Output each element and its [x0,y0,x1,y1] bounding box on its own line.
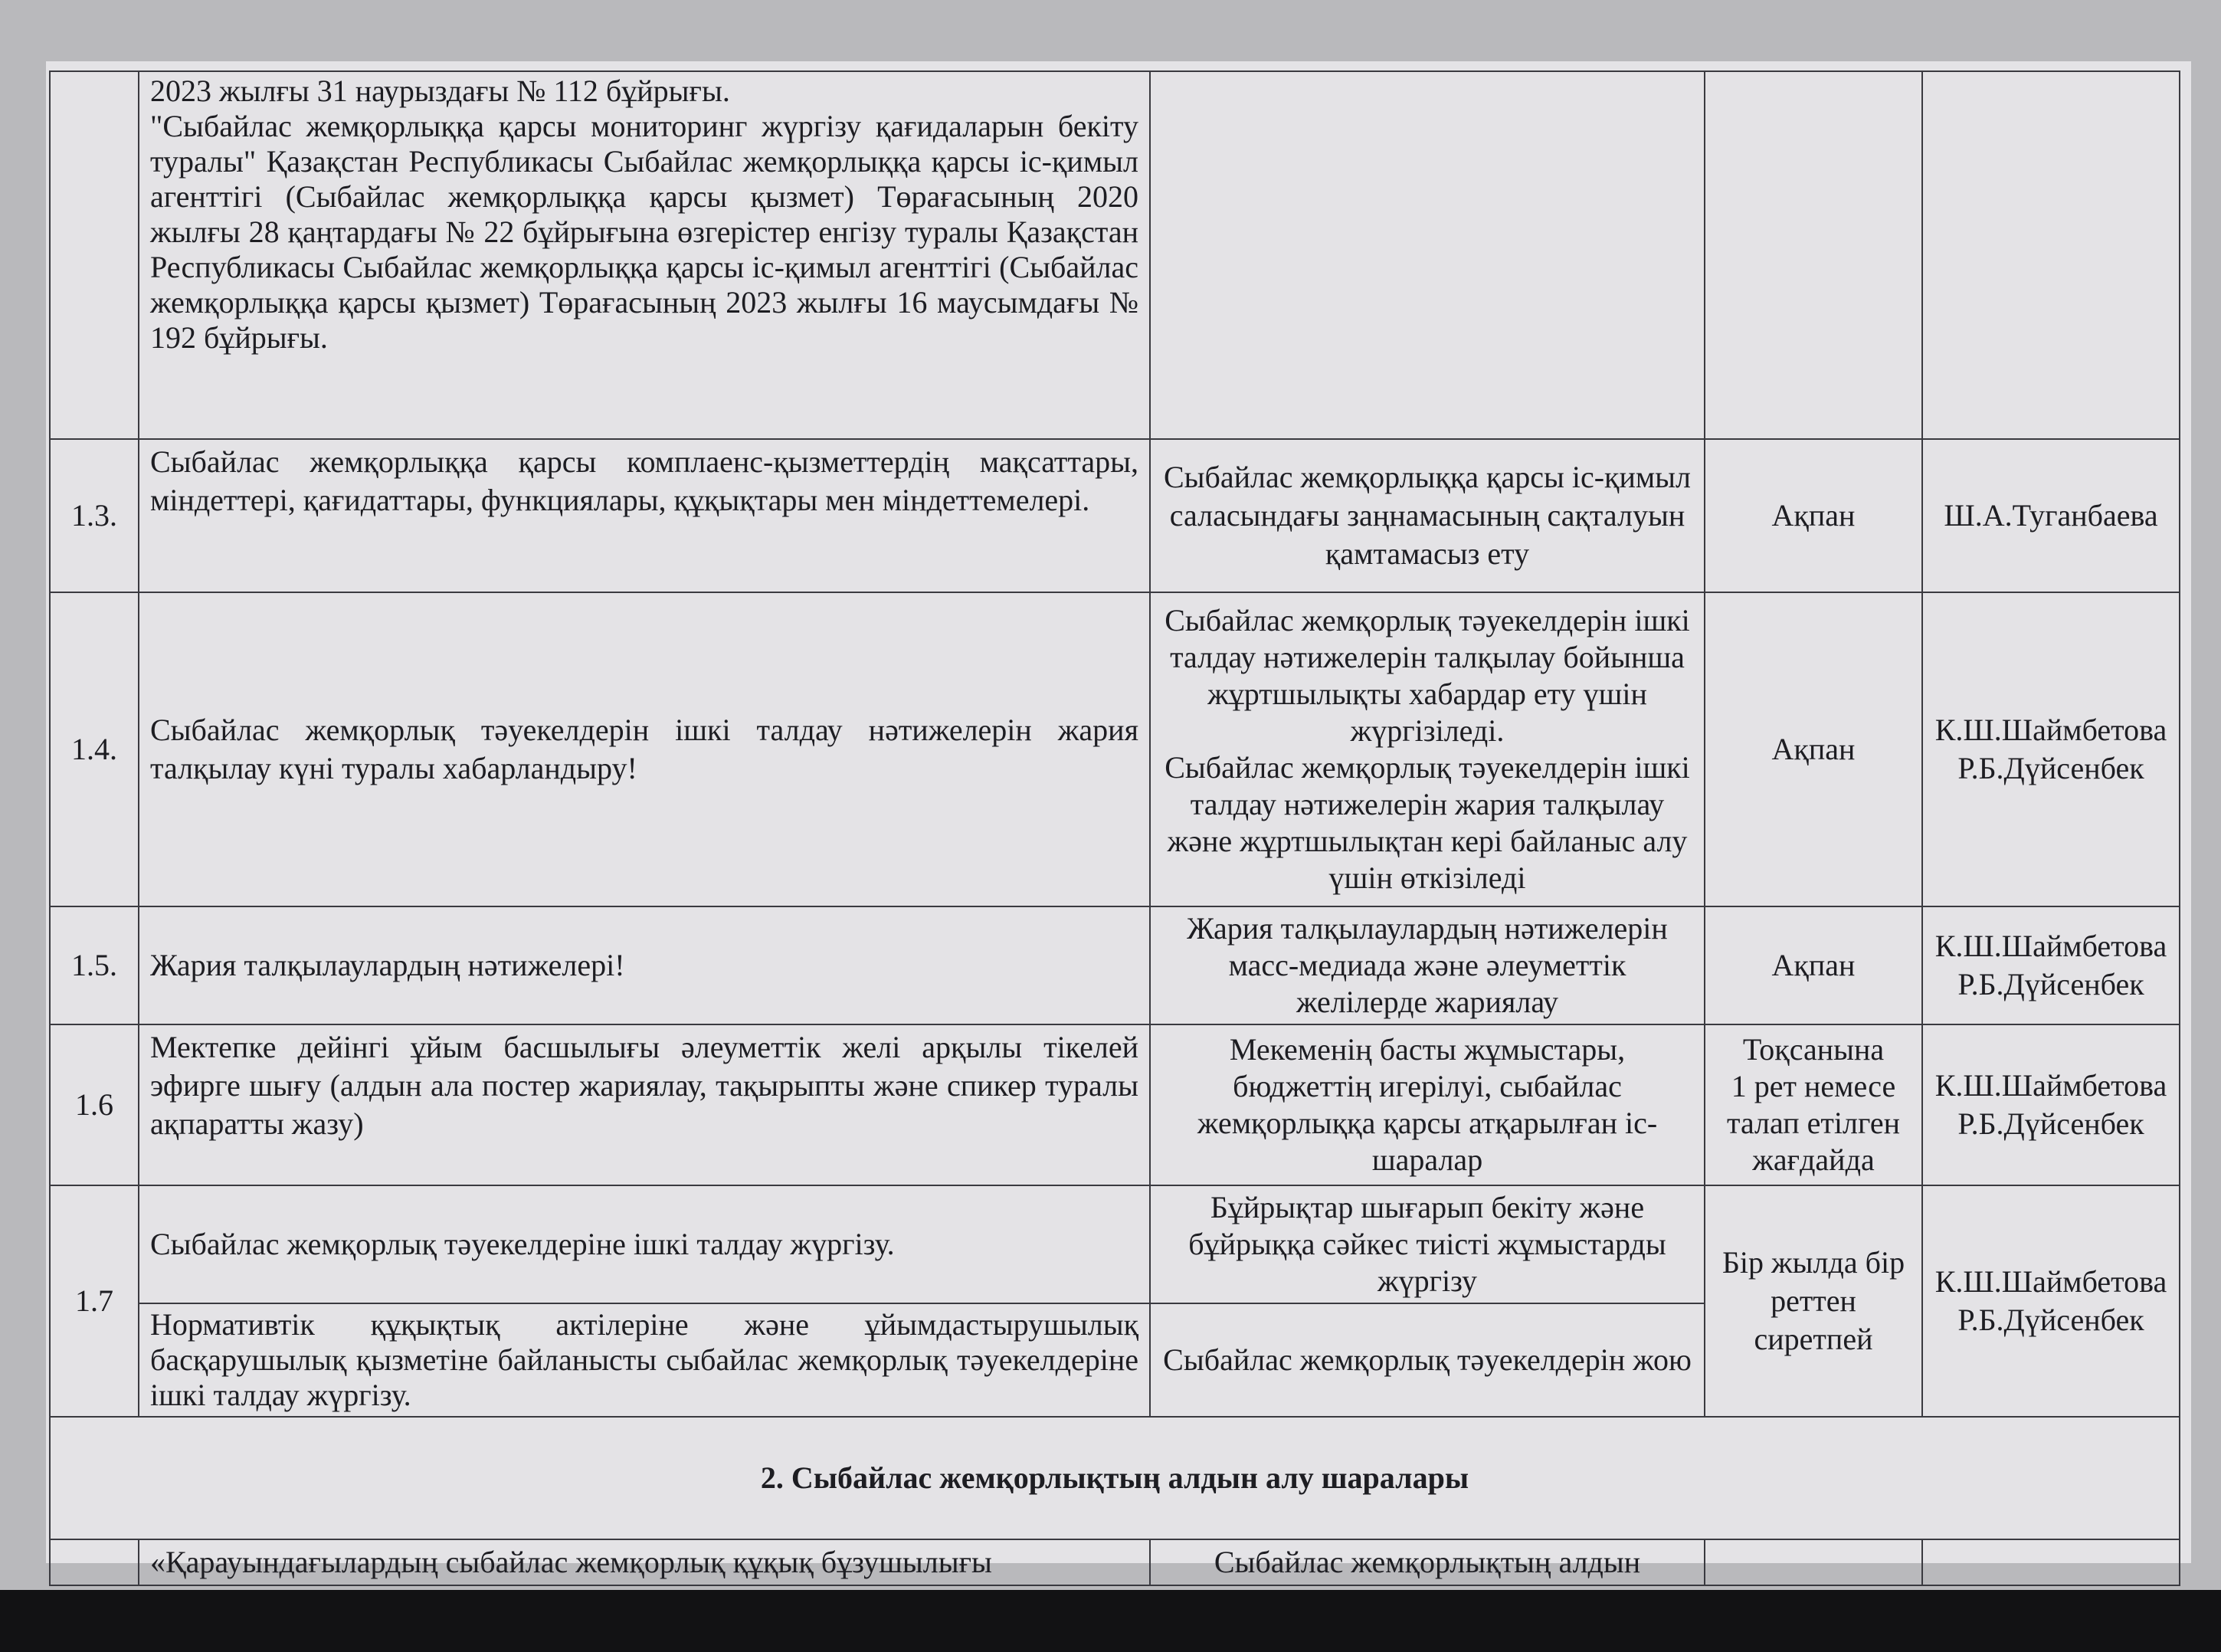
expected-result [1150,71,1705,439]
action-text: Жария талқылаулардың нәтижелері! [139,906,1150,1024]
expected-result: Жария талқылаулардың нәтижелерін масс-медиада және әлеуметтік желілерде жариялау [1150,906,1705,1024]
deadline: Бір жылда бір реттен сиретпей [1705,1185,1922,1417]
responsible-person: К.Ш.Шаймбетова Р.Б.Дүйсенбек [1922,1185,2180,1417]
section-row [50,1417,2180,1539]
row-number [50,1539,139,1585]
table-row [50,1024,2180,1185]
expected-result: Мекеменің басты жұмыстары, бюджеттің игерілуі, сыбайлас жемқорлыққа қарсы атқарылған іс-шаралар [1150,1024,1705,1185]
expected-result: Сыбайлас жемқорлыққа қарсы іс-қимыл саласындағы заңнамасының сақталуын қамтамасыз ету [1150,439,1705,592]
responsible-person [1922,71,2180,439]
action-text: Сыбайлас жемқорлық тәуекелдерін ішкі талдау нәтижелерін жария талқылау күні туралы хабарландыру! [139,592,1150,906]
row-number: 1.5. [50,906,139,1024]
table-row [50,592,2180,906]
background-shadow [0,1590,2221,1652]
responsible-person: К.Ш.Шаймбетова Р.Б.Дүйсенбек [1922,906,2180,1024]
expected-result: Сыбайлас жемқорлықтың алдын [1150,1539,1705,1585]
table-row [50,906,2180,1024]
action-text: «Қарауындағылардың сыбайлас жемқорлық құқық бұзушылығы [139,1539,1150,1585]
row-number: 1.7 [50,1185,139,1417]
action-text: Сыбайлас жемқорлыққа қарсы комплаенс-қызметтердің мақсаттары, міндеттері, қағидаттары, функциялары, құқықтары мен міндеттемелері. [139,439,1150,592]
responsible-person [1922,1539,2180,1585]
deadline: Ақпан [1705,439,1922,592]
expected-result: Сыбайлас жемқорлық тәуекелдерін жою [1150,1303,1705,1417]
deadline: Тоқсанына 1 рет немесе талап етілген жағдайда [1705,1024,1922,1185]
section-heading: 2. Сыбайлас жемқорлықтың алдын алу шаралары [50,1417,2180,1539]
table-row [50,439,2180,592]
responsible-person: К.Ш.Шаймбетова Р.Б.Дүйсенбек [1922,1024,2180,1185]
row-number [50,71,139,439]
table-row [50,1185,2180,1303]
action-text: 2023 жылғы 31 наурыздағы № 112 бұйрығы. "Сыбайлас жемқорлыққа қарсы мониторинг жүргізу қағидаларын бекіту туралы" Қазақстан Республикасы Сыбайлас жемқорлыққа қарсы іс-қимыл агенттігі (Сыбайлас жемқорлыққа қарсы қызмет) Төрағасының 2020 жылғы 28 қаңтардағы № 22 бұйрығына өзгерістер енгізу туралы Қазақстан Республикасы Сыбайлас жемқорлыққа қарсы іс-қимыл агенттігі (Сыбайлас жемқорлыққа қарсы қызмет) Төрағасының 2023 жылғы 16 маусымдағы № 192 бұйрығы. [139,71,1150,439]
row-number: 1.4. [50,592,139,906]
deadline [1705,1539,1922,1585]
action-text: Мектепке дейінгі ұйым басшылығы әлеуметтік желі арқылы тікелей эфирге шығу (алдын ала постер жариялау, тақырыпты және спикер туралы ақпаратты жазу) [139,1024,1150,1185]
document-page [46,61,2191,1579]
expected-result: Бұйрықтар шығарып бекіту және бұйрыққа сәйкес тиісті жұмыстарды жүргізу [1150,1185,1705,1303]
action-text: Нормативтік құқықтық актілеріне және ұйымдастырушылық басқарушылық қызметіне байланысты сыбайлас жемқорлық тәуекелдеріне ішкі талдау жүргізу. [139,1303,1150,1417]
deadline: Ақпан [1705,906,1922,1024]
row-number: 1.6 [50,1024,139,1185]
action-plan-table [49,70,2180,1586]
action-text: Сыбайлас жемқорлық тәуекелдеріне ішкі талдау жүргізу. [139,1185,1150,1303]
expected-result: Сыбайлас жемқорлық тәуекелдерін ішкі талдау нәтижелерін талқылау бойынша жұртшылықты хабардар ету үшін жүргізіледі. Сыбайлас жемқорлық тәуекелдерін ішкі талдау нәтижелерін жария талқылау және жұртшылықтан кері байланыс алу үшін өткізіледі [1150,592,1705,906]
responsible-person: Ш.А.Туганбаева [1922,439,2180,592]
table-row [50,71,2180,439]
deadline [1705,71,1922,439]
deadline: Ақпан [1705,592,1922,906]
responsible-person: К.Ш.Шаймбетова Р.Б.Дүйсенбек [1922,592,2180,906]
row-number: 1.3. [50,439,139,592]
table-row [50,1539,2180,1585]
